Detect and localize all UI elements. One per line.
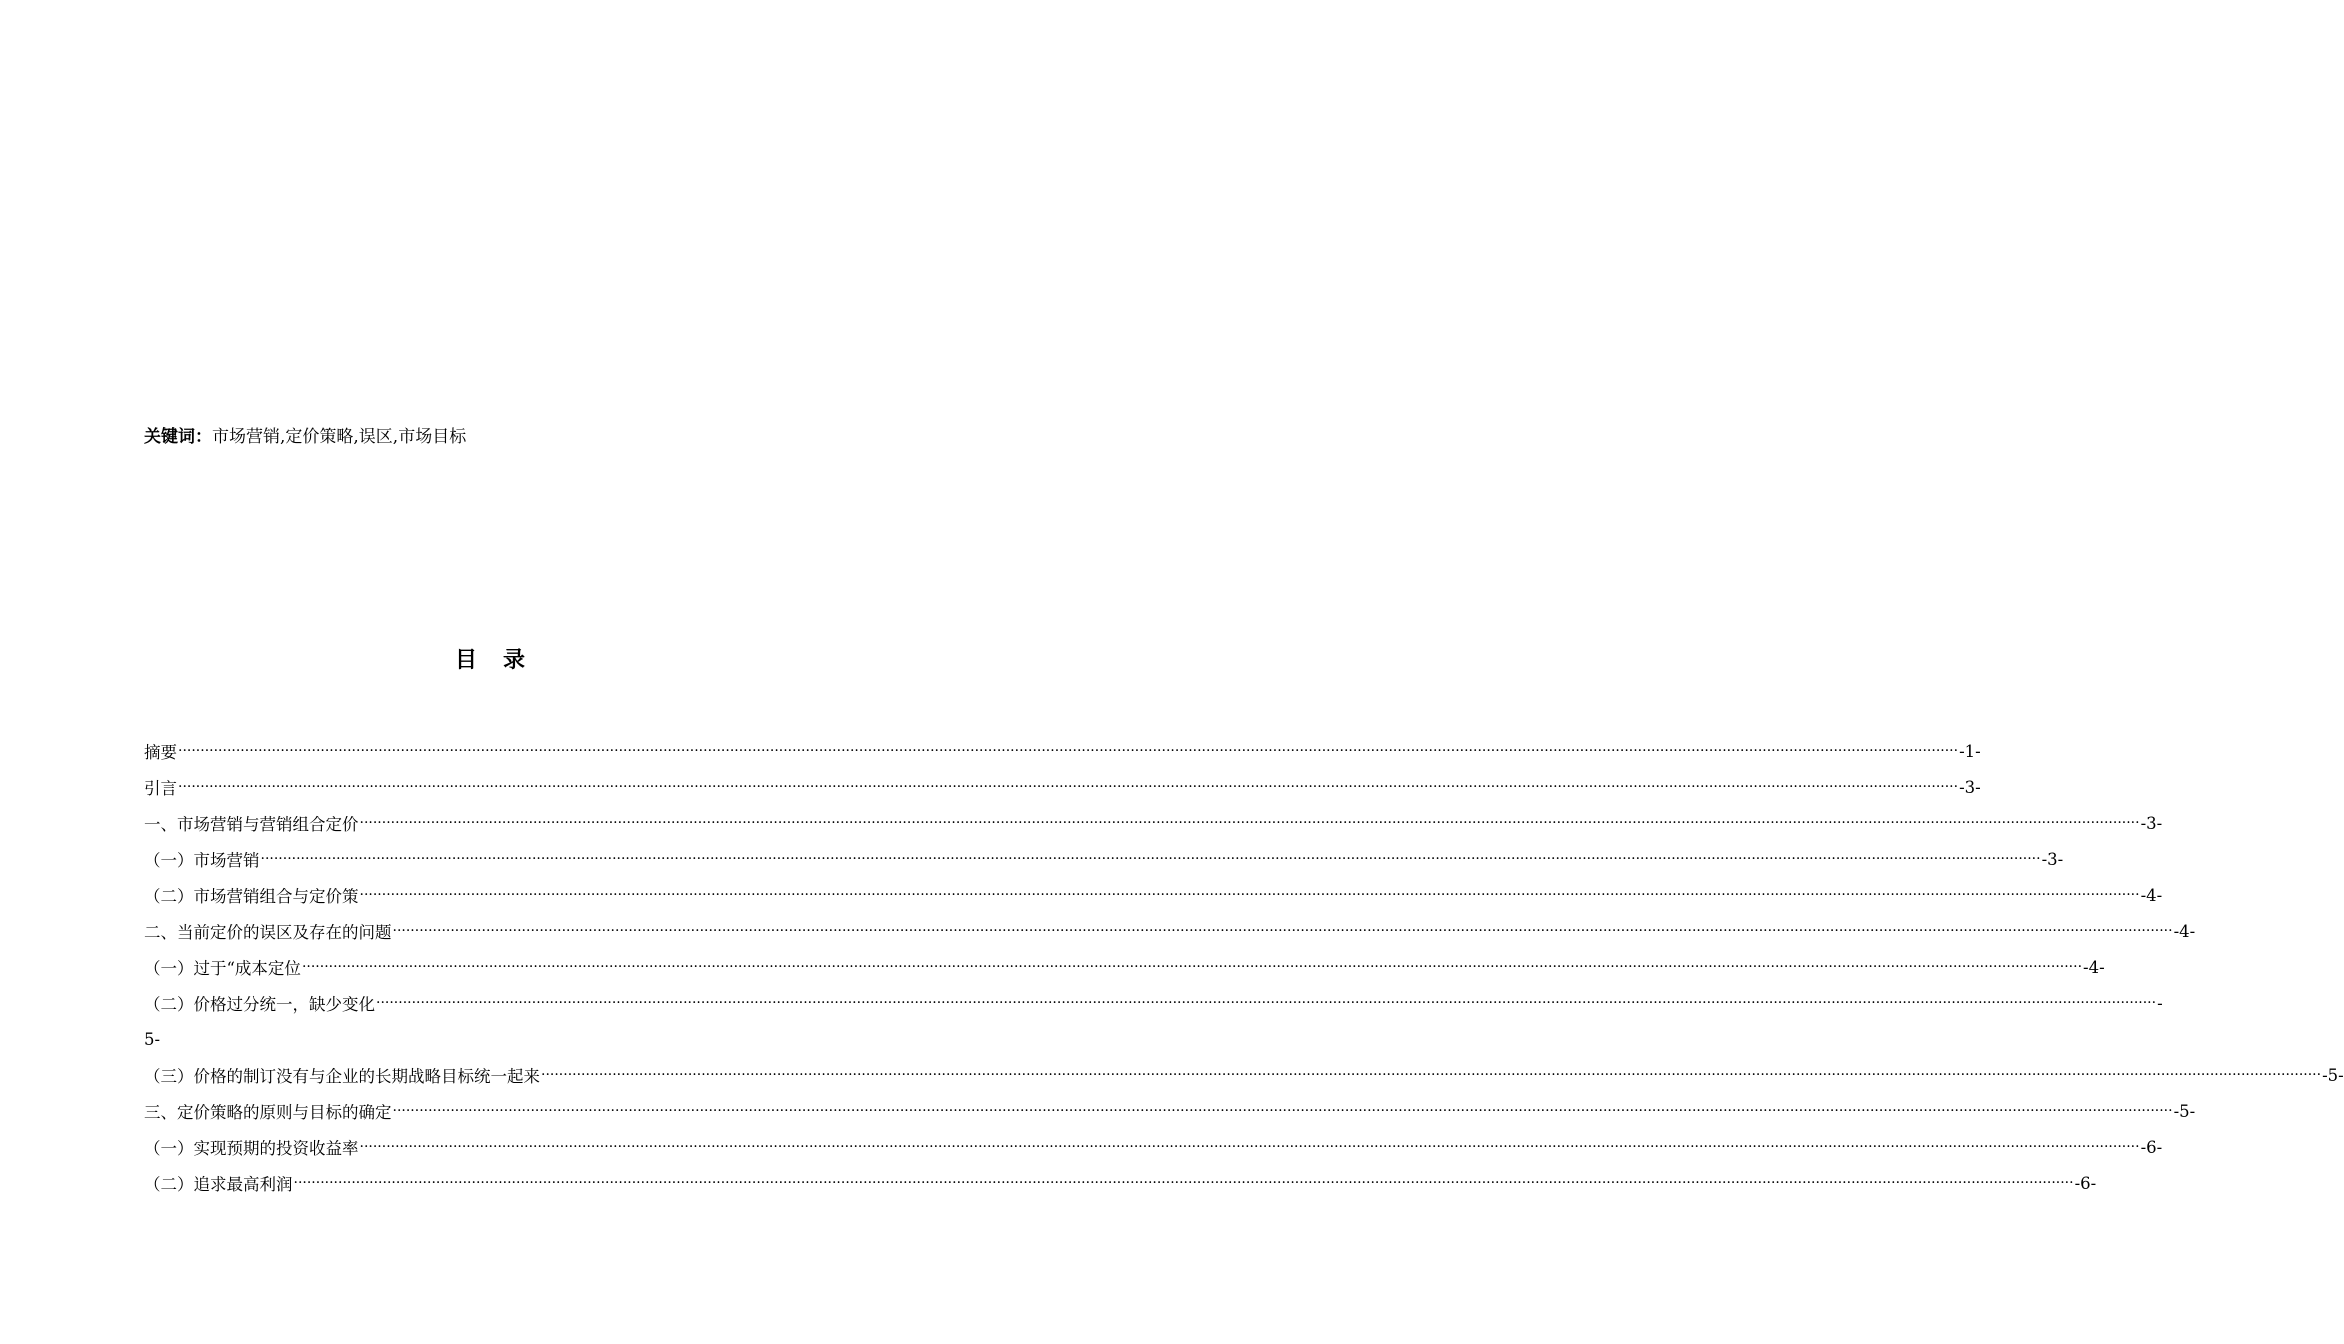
toc-entry[interactable] <box>144 949 2105 985</box>
toc-leader: ················································································································································································································································································································································································································ <box>301 959 2083 975</box>
toc-entry-page: -3- <box>2041 849 2064 869</box>
toc-entry-text: （一）市场营销 <box>144 851 260 870</box>
toc-entry[interactable] <box>144 841 2064 877</box>
toc-leader: ················································································································································································································································································································································································································ <box>178 779 1959 795</box>
toc-entry-page: -4- <box>2140 885 2163 905</box>
toc-entry-text: （二）追求最高利润 <box>144 1175 293 1194</box>
toc-entry[interactable] <box>144 805 2163 841</box>
toc-leader: ················································································································································································································································································································································································································ <box>359 1139 2140 1155</box>
toc-entry-text: （一）实现预期的投资收益率 <box>144 1139 359 1158</box>
toc-entry[interactable] <box>144 1129 2163 1165</box>
toc-entry-text: 引言 <box>144 779 177 798</box>
toc-leader: ················································································································································································································································································································································································································ <box>359 815 2140 831</box>
toc-leader: ················································································································································································································································································································································································································ <box>392 923 2173 939</box>
toc-entry-text: （二）市场营销组合与定价策 <box>144 887 359 906</box>
toc-entry[interactable] <box>144 877 2163 913</box>
toc-leader: ················································································································································································································································································································································································································ <box>392 1103 2173 1119</box>
keywords-line <box>144 425 466 449</box>
toc-entry-text: （三）价格的制订没有与企业的长期战略目标统一起来 <box>144 1067 540 1086</box>
toc-entry-page: - <box>2157 993 2163 1013</box>
toc-entry[interactable] <box>144 733 1981 769</box>
toc-entry-page: -3- <box>1959 777 1981 797</box>
toc-entry-continued[interactable] <box>144 1021 806 1057</box>
toc-leader: ················································································································································································································································································································································································································ <box>178 743 1959 759</box>
toc-entry-page: -4- <box>2083 957 2105 977</box>
toc-entry-page: -4- <box>2173 921 2196 941</box>
toc-entry-page: -6- <box>2074 1173 2097 1193</box>
keywords-terms: 市场营销,定价策略,误区,市场目标 <box>212 427 467 447</box>
toc-entry[interactable] <box>144 1057 2344 1093</box>
toc-entry-page: -6- <box>2140 1137 2163 1157</box>
toc-entry-page: -5- <box>2322 1065 2344 1085</box>
toc-entry-page: -1- <box>1959 741 1981 761</box>
toc-entry-page: -3- <box>2140 813 2163 833</box>
toc-entry-text: （二）价格过分统一，缺少变化 <box>144 995 375 1014</box>
toc-entry-text: 一、市场营销与营销组合定价 <box>144 815 359 834</box>
toc-title: 目录 <box>454 648 551 673</box>
toc-entry-text: 摘要 <box>144 743 177 762</box>
toc-entry[interactable] <box>144 769 1981 805</box>
toc-leader: ················································································································································································································································································································································································································ <box>541 1067 2322 1083</box>
toc-leader: ················································································································································································································································································································································································································ <box>293 1175 2074 1191</box>
toc-entry[interactable] <box>144 1093 2196 1129</box>
toc-entry-text: 三、定价策略的原则与目标的确定 <box>144 1103 392 1122</box>
toc-leader: ················································································································································································································································································································································································································ <box>260 851 2041 867</box>
toc-entry-text: 二、当前定价的误区及存在的问题 <box>144 923 392 942</box>
keywords-label: 关键词： <box>144 427 212 447</box>
toc-leader: ················································································································································································································································································································································································································ <box>376 995 2157 1011</box>
toc-entry-page-continued: 5- <box>144 1029 161 1049</box>
toc-entry[interactable] <box>144 913 2196 949</box>
toc-entry-page: -5- <box>2173 1101 2196 1121</box>
toc-leader: ················································································································································································································································································································································································································ <box>359 887 2140 903</box>
table-of-contents <box>144 733 2344 1201</box>
toc-entry[interactable] <box>144 985 2163 1021</box>
toc-entry-text: （一）过于“成本定位 <box>144 959 301 978</box>
toc-entry[interactable] <box>144 1165 2097 1201</box>
